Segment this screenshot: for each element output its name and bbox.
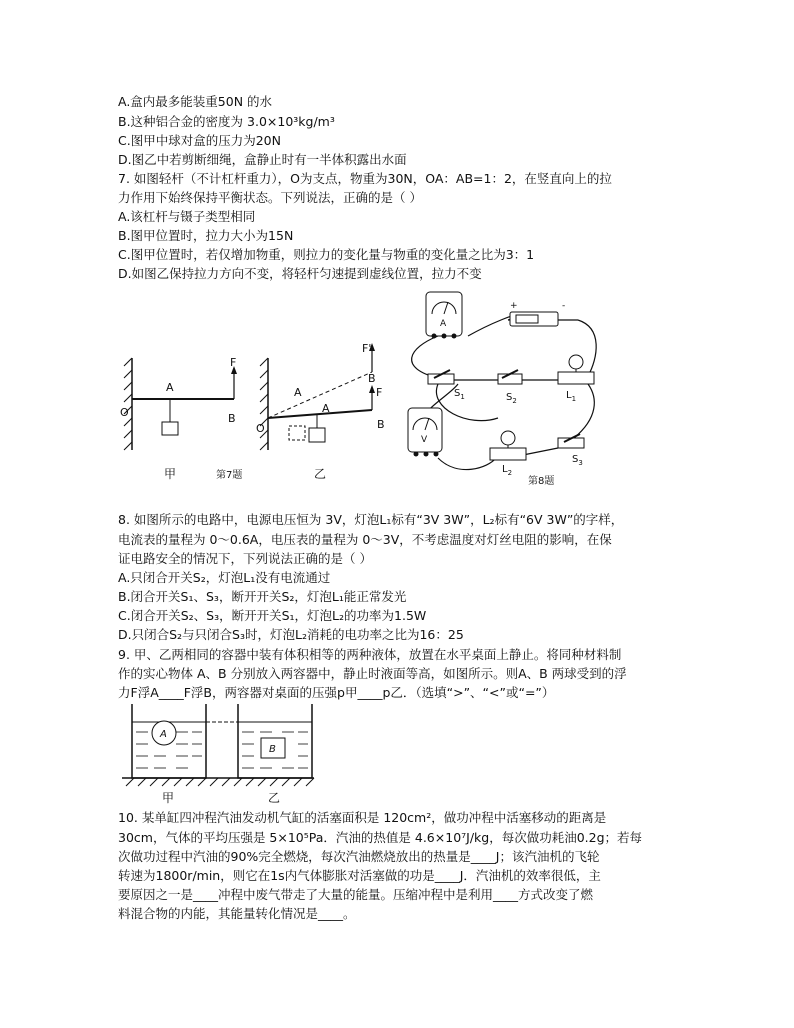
- q10-line3: 次做功过程中汽油的90%完全燃烧，每次汽油燃烧放出的热量是____J；该汽油机的飞轮: [118, 849, 600, 864]
- switch-s3: [558, 434, 584, 467]
- q8-stem-line1: 8. 如图所示的电路中，电源电压恒为 3V，灯泡L₁标有“3V 3W”，L₂标有“6V 3W”的字样，: [118, 512, 624, 527]
- label-jia-container: 甲: [162, 791, 175, 805]
- voltmeter-label: V: [421, 435, 428, 445]
- ball-a-label: A: [160, 729, 167, 740]
- q10-line4: 转速为1800r/min，则它在1s内气体膨胀对活塞做的功是____J．汽油机的效率很低，主: [118, 868, 601, 883]
- block-b-label: B: [269, 744, 276, 755]
- ammeter: [426, 292, 462, 339]
- q7-option-c: C.图甲位置时，若仅增加物重，则拉力的变化量与物重的变化量之比为3：1: [118, 247, 535, 262]
- figure-8-circuit: [398, 288, 618, 488]
- wall-jia: [124, 358, 132, 450]
- ammeter-label: A: [440, 319, 447, 329]
- label-A-yi-2: A: [322, 402, 330, 415]
- label-F-prime: F': [362, 342, 372, 355]
- q10-line6: 料混合物的内能，其能量转化情况是____。: [118, 906, 356, 921]
- q6-option-a: A.盒内最多能装重50N 的水: [118, 94, 273, 109]
- q7-option-b: B.图甲位置时，拉力大小为15N: [118, 228, 294, 243]
- figure-9-containers: [118, 698, 318, 808]
- q9-stem-line3: 力F浮A____F浮B，两容器对桌面的压强p甲____p乙．（选填“>”、“<”或“=”）: [118, 685, 555, 700]
- q10-line1: 10. 某单缸四冲程汽油发动机气缸的活塞面积是 120cm²，做功冲程中活塞移动的距离是: [118, 810, 607, 825]
- wall-yi: [260, 358, 268, 450]
- figure-7-caption: 第7题: [216, 470, 243, 481]
- weight-yi-dashed: [289, 426, 305, 440]
- switch-s2: [498, 370, 522, 405]
- switch-s1: [428, 370, 465, 401]
- label-O: O: [120, 406, 129, 419]
- label-O-yi: O: [256, 422, 265, 435]
- label-s3: $S_3$: [572, 454, 583, 467]
- q10-line5: 要原因之一是____冲程中废气带走了大量的能量。压缩冲程中是利用____方式改变了燃: [118, 887, 594, 902]
- figure-7-lever-diagram: [118, 330, 398, 490]
- label-A: A: [166, 381, 174, 394]
- container-yi: [238, 704, 312, 778]
- battery: [510, 301, 565, 326]
- label-B-yi-top: B: [368, 372, 376, 385]
- q7-stem-line1: 7. 如图轻杆（不计杠杆重力），O为支点，物重为30N，OA：AB=1：2，在竖直向上的拉: [118, 171, 612, 186]
- q6-option-c: C.图甲中球对盒的压力为20N: [118, 133, 281, 148]
- label-l1: $L_1$: [566, 390, 577, 403]
- q6-option-d: D.图乙中若剪断细绳，盒静止时有一半体积露出水面: [118, 152, 407, 167]
- q8-option-c: C.闭合开关S₂、S₃，断开开关S₁，灯泡L₂的功率为1.5W: [118, 608, 427, 623]
- q9-stem-line2: 作的实心物体 A、B 分别放入两容器中，静止时液面等高，如图所示。则A、B 两球受到的浮: [118, 666, 627, 681]
- q8-option-d: D.只闭合S₂与只闭合S₃时，灯泡L₂消耗的电功率之比为16：25: [118, 627, 464, 642]
- q10-line2: 30cm，气体的平均压强是 5×10⁵Pa．汽油的热值是 4.6×10⁷J/kg，每次做功耗油0.2g；若每: [118, 830, 643, 845]
- lamp-l1: [558, 355, 594, 403]
- q9-stem-line1: 9. 甲、乙两相同的容器中装有体积相等的两种液体，放置在水平桌面上静止。将同种材料制: [118, 647, 622, 662]
- q7-option-d: D.如图乙保持拉力方向不变，将轻杆匀速提到虚线位置，拉力不变: [118, 266, 482, 281]
- label-s1: $S_1$: [454, 388, 465, 401]
- q7-option-a: A.该杠杆与镊子类型相同: [118, 209, 256, 224]
- q7-stem-line2: 力作用下始终保持平衡状态。下列说法，正确的是（ ）: [118, 190, 422, 205]
- container-jia: [132, 704, 206, 778]
- q8-option-a: A.只闭合开关S₂，灯泡L₁没有电流通过: [118, 570, 331, 585]
- q8-stem-line3: 证电路安全的情况下，下列说法正确的是（ ）: [118, 551, 372, 566]
- label-yi-container: 乙: [268, 791, 281, 805]
- q8-stem-line2: 电流表的量程为 0～0.6A，电压表的量程为 0～3V，不考虑温度对灯丝电阻的影响，在保: [118, 532, 612, 547]
- q8-option-b: B.闭合开关S₁、S₃，断开开关S₂，灯泡L₁能正常发光: [118, 589, 407, 604]
- label-A-yi: A: [294, 386, 302, 399]
- label-B: B: [228, 412, 236, 425]
- label-l2: $L_2$: [502, 464, 513, 477]
- label-F: F: [230, 356, 237, 369]
- label-F-yi: F: [376, 386, 383, 399]
- weight-jia: [162, 422, 178, 435]
- lamp-l2: [490, 431, 526, 477]
- q6-option-b: B.这种铝合金的密度为 3.0×10³kg/m³: [118, 114, 335, 129]
- label-yi: 乙: [314, 467, 327, 481]
- figure-8-caption: 第8题: [528, 476, 555, 487]
- weight-yi: [309, 428, 325, 442]
- battery-minus: -: [562, 301, 566, 311]
- label-jia: 甲: [164, 467, 177, 481]
- label-B-yi: B: [377, 418, 385, 431]
- voltmeter: [408, 408, 442, 457]
- battery-plus: +: [510, 301, 518, 311]
- label-s2: $S_2$: [506, 392, 517, 405]
